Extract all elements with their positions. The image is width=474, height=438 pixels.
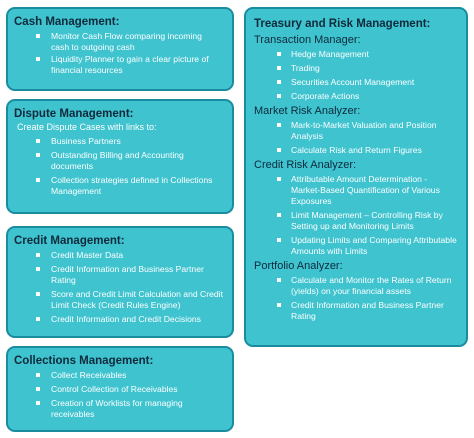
list-item: Outstanding Billing and Accounting documents: [14, 150, 222, 172]
portfolio-analyzer-heading: Portfolio Analyzer:: [254, 260, 343, 272]
collections-management-box: [6, 346, 234, 432]
credit-risk-analyzer-heading: Credit Risk Analyzer:: [254, 159, 357, 171]
credit-management-title: Credit Management:: [14, 235, 125, 247]
list-item: Score and Credit Limit Calculation and Credit Limit Check (Credit Rules Engine): [14, 289, 224, 311]
list-item: Updating Limits and Comparing Attributable Amounts with Limits: [254, 235, 458, 257]
credit-management-list: [14, 250, 224, 325]
list-item: Monitor Cash Flow comparing incoming cash to outgoing cash: [14, 31, 222, 53]
treasury-risk-management-title: Treasury and Risk Management:: [254, 18, 431, 30]
transaction-manager-list: [254, 49, 458, 102]
credit-management-box: [6, 226, 234, 338]
list-item: Liquidity Planner to gain a clear picture of financial resources: [14, 54, 222, 76]
list-item: Control Collection of Receivables: [14, 384, 222, 395]
list-item: Limit Management – Controlling Risk by Setting up and Monitoring Limits: [254, 210, 458, 232]
list-item: Corporate Actions: [254, 91, 458, 102]
dispute-management-list: [14, 136, 222, 197]
market-risk-analyzer-list: [254, 120, 458, 156]
list-item: Trading: [254, 63, 458, 74]
list-item: Credit Information and Business Partner Rating: [254, 300, 458, 322]
market-risk-analyzer-heading: Market Risk Analyzer:: [254, 105, 361, 117]
dispute-intro: Create Dispute Cases with links to:: [17, 122, 157, 132]
collections-management-title: Collections Management:: [14, 355, 154, 367]
list-item: Business Partners: [14, 136, 222, 147]
list-item: Creation of Worklists for managing receivables: [14, 398, 222, 420]
portfolio-analyzer-list: [254, 275, 458, 322]
treasury-risk-management-box: [244, 7, 468, 347]
list-item: Mark-to-Market Valuation and Position Analysis: [254, 120, 458, 142]
list-item: Securities Account Management: [254, 77, 458, 88]
cash-management-list: [14, 31, 222, 76]
transaction-manager-heading: Transaction Manager:: [254, 34, 361, 46]
list-item: Calculate and Monitor the Rates of Return (yields) on your financial assets: [254, 275, 458, 297]
dispute-management-box: [6, 99, 234, 214]
list-item: Collect Receivables: [14, 370, 222, 381]
list-item: Credit Master Data: [14, 250, 224, 261]
list-item: Credit Information and Business Partner Rating: [14, 264, 224, 286]
list-item: Hedge Management: [254, 49, 458, 60]
credit-risk-analyzer-list: [254, 174, 458, 257]
dispute-management-title: Dispute Management:: [14, 108, 134, 120]
list-item: Calculate Risk and Return Figures: [254, 145, 458, 156]
cash-management-title: Cash Management:: [14, 16, 120, 28]
list-item: Credit Information and Credit Decisions: [14, 314, 224, 325]
list-item: Attributable Amount Determination - Market-Based Quantification of Various Exposures: [254, 174, 458, 207]
collections-management-list: [14, 370, 222, 420]
list-item: Collection strategies defined in Collections Management: [14, 175, 222, 197]
cash-management-box: [6, 7, 234, 91]
